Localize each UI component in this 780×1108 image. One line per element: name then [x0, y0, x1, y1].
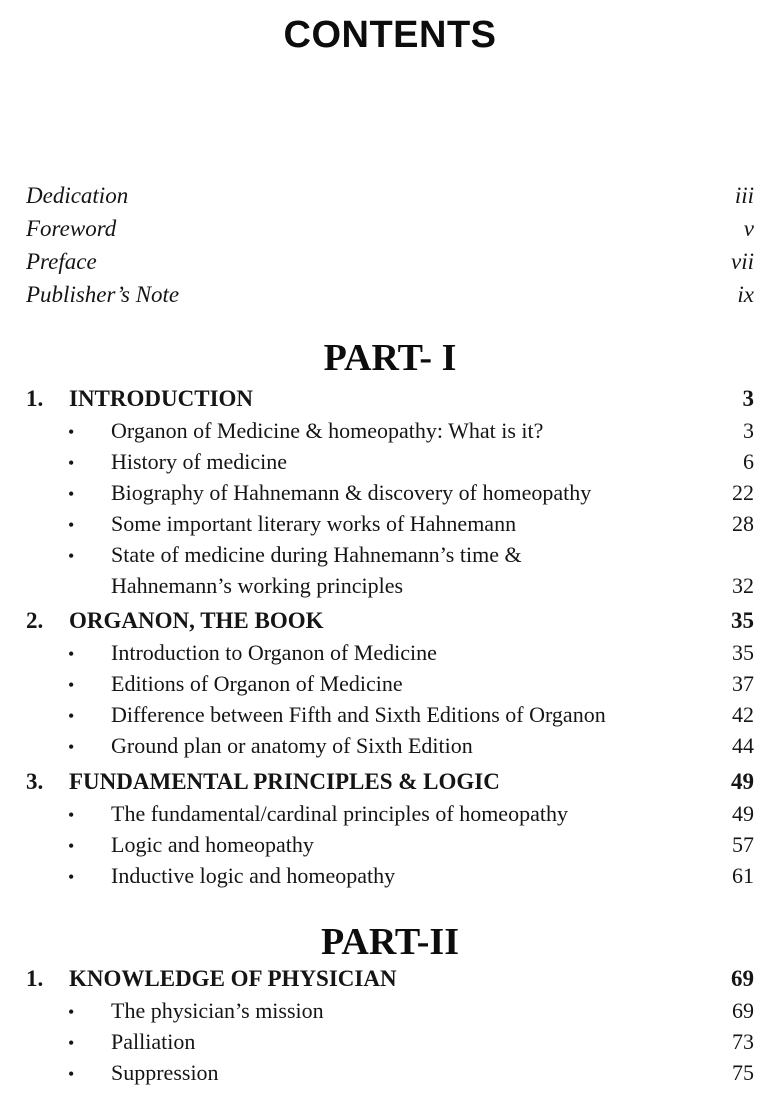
chapter-number: 1.	[26, 386, 44, 411]
section-entry[interactable]	[26, 511, 754, 542]
section-entry[interactable]	[26, 832, 754, 863]
chapter-number: 3.	[26, 769, 44, 794]
section-label: Organon of Medicine & homeopathy: What is it?	[111, 418, 544, 443]
bullet-icon: •	[68, 484, 75, 504]
section-entry[interactable]	[26, 1029, 754, 1060]
chapter-number: 1.	[26, 966, 44, 991]
chapter-heading[interactable]	[26, 769, 754, 801]
section-entry[interactable]	[26, 449, 754, 480]
section-page: 42	[732, 702, 754, 727]
chapter-page: 69	[731, 966, 754, 991]
chapter-knowledge-of-physician	[26, 966, 754, 1091]
entry-label: Preface	[26, 249, 97, 274]
chapter-page: 35	[731, 608, 754, 633]
section-entry[interactable]	[26, 801, 754, 832]
bullet-icon: •	[68, 515, 75, 535]
section-entry-multiline[interactable]	[26, 542, 754, 573]
entry-page: iii	[734, 183, 754, 208]
bullet-icon: •	[68, 546, 75, 566]
section-entry[interactable]	[26, 998, 754, 1029]
toc-entry-foreword[interactable]	[26, 216, 754, 249]
toc-entry-dedication[interactable]	[26, 183, 754, 216]
section-label-continued: Hahnemann’s working principles	[111, 573, 404, 598]
chapter-organon-the-book	[26, 608, 754, 764]
section-entry[interactable]	[26, 733, 754, 764]
section-label: Some important literary works of Hahnemann	[111, 511, 517, 536]
section-page: 32	[732, 573, 754, 598]
bullet-icon: •	[68, 422, 75, 442]
chapter-heading[interactable]	[26, 608, 754, 640]
section-page: 6	[743, 449, 754, 474]
section-entry[interactable]	[26, 1060, 754, 1091]
chapter-introduction	[26, 386, 754, 604]
toc-entry-publishers-note[interactable]	[26, 282, 754, 315]
section-label: State of medicine during Hahnemann’s time &	[111, 542, 522, 567]
section-page: 28	[732, 511, 754, 536]
section-page: 69	[732, 998, 754, 1023]
section-label: Logic and homeopathy	[111, 832, 314, 857]
bullet-icon: •	[68, 675, 75, 695]
entry-label: Publisher’s Note	[26, 282, 180, 307]
bullet-icon: •	[68, 1002, 75, 1022]
entry-page: v	[743, 216, 754, 241]
section-entry[interactable]	[26, 702, 754, 733]
section-page: 3	[743, 418, 754, 443]
toc-entry-preface[interactable]	[26, 249, 754, 282]
section-page: 44	[732, 733, 754, 758]
chapter-page: 3	[742, 386, 754, 411]
section-label: Introduction to Organon of Medicine	[111, 640, 437, 665]
bullet-icon: •	[68, 867, 75, 887]
chapter-page: 49	[731, 769, 754, 794]
section-page: 37	[732, 671, 754, 696]
section-label: The physician’s mission	[111, 998, 324, 1023]
bullet-icon: •	[68, 1033, 75, 1053]
section-page: 49	[732, 801, 754, 826]
section-entry[interactable]	[26, 418, 754, 449]
bullet-icon: •	[68, 805, 75, 825]
bullet-icon: •	[68, 706, 75, 726]
entry-page: vii	[731, 249, 754, 274]
section-page: 35	[732, 640, 754, 665]
bullet-icon: •	[68, 737, 75, 757]
bullet-icon: •	[68, 836, 75, 856]
chapter-title: KNOWLEDGE OF PHYSICIAN	[69, 966, 397, 991]
chapter-number: 2.	[26, 608, 44, 633]
section-entry[interactable]	[26, 480, 754, 511]
section-label: Suppression	[111, 1060, 219, 1085]
section-label: Difference between Fifth and Sixth Editions of Organon	[111, 702, 606, 727]
section-label: Palliation	[111, 1029, 196, 1054]
bullet-icon: •	[68, 453, 75, 473]
entry-label: Foreword	[26, 216, 117, 241]
section-page: 57	[732, 832, 754, 857]
chapter-fundamental-principles	[26, 769, 754, 894]
chapter-heading[interactable]	[26, 386, 754, 418]
section-label: History of medicine	[111, 449, 287, 474]
chapter-heading[interactable]	[26, 966, 754, 998]
section-label: Inductive logic and homeopathy	[111, 863, 396, 888]
section-page: 61	[732, 863, 754, 888]
chapter-title: ORGANON, THE BOOK	[69, 608, 324, 633]
bullet-icon: •	[68, 1064, 75, 1084]
part-heading-2: PART-II	[320, 921, 460, 963]
section-entry[interactable]	[26, 671, 754, 702]
section-page: 22	[732, 480, 754, 505]
section-label: Editions of Organon of Medicine	[111, 671, 403, 696]
part-heading-1: PART- I	[323, 337, 457, 379]
section-label: The fundamental/cardinal principles of homeopathy	[111, 801, 568, 826]
section-entry[interactable]	[26, 640, 754, 671]
chapter-title: FUNDAMENTAL PRINCIPLES & LOGIC	[69, 769, 500, 794]
entry-label: Dedication	[26, 183, 129, 208]
section-label: Ground plan or anatomy of Sixth Edition	[111, 733, 473, 758]
section-page: 75	[732, 1060, 754, 1085]
section-entry-continuation[interactable]	[26, 573, 754, 604]
page-title: CONTENTS	[283, 14, 497, 56]
chapter-title: INTRODUCTION	[69, 386, 254, 411]
section-label: Biography of Hahnemann & discovery of homeopathy	[111, 480, 592, 505]
section-page: 73	[732, 1029, 754, 1054]
entry-page: ix	[737, 282, 754, 307]
front-matter-list	[26, 183, 754, 315]
bullet-icon: •	[68, 644, 75, 664]
section-entry[interactable]	[26, 863, 754, 894]
